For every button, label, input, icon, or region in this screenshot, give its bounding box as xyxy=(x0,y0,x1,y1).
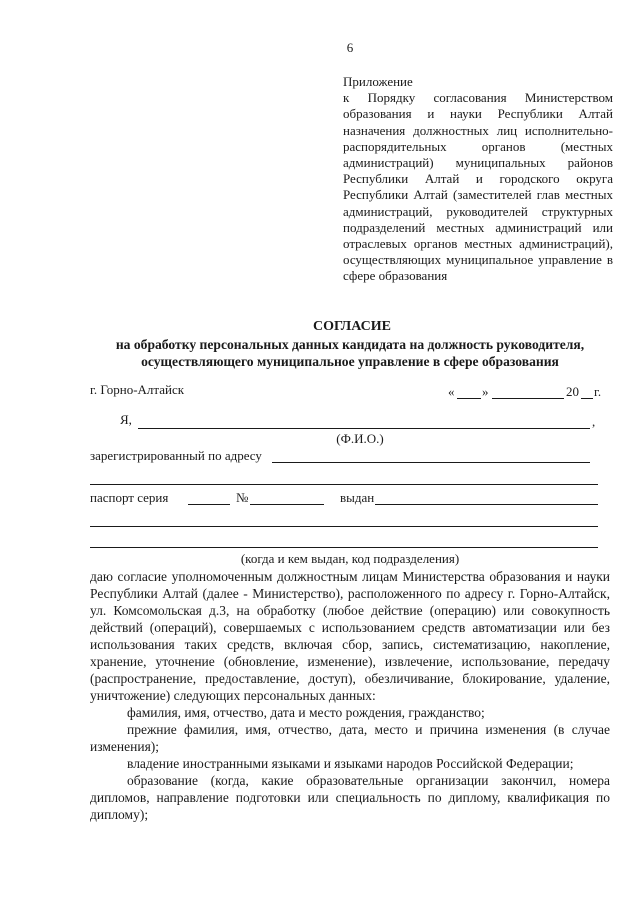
passport-series-field[interactable] xyxy=(188,504,230,505)
issued-by-field[interactable] xyxy=(375,504,598,505)
subtitle-line: на обработку персональных данных кандидата на должность руководителя, xyxy=(115,337,585,352)
fio-caption: (Ф.И.О.) xyxy=(336,431,384,446)
appendix-line: подразделений местных администраций или xyxy=(343,219,613,235)
appendix-line: отраслевых органов местных администраций), xyxy=(343,236,613,252)
full-name-field[interactable] xyxy=(138,428,590,429)
appendix-line: образования и науки Республики Алтай xyxy=(343,106,613,122)
registered-label: зарегистрированный по адресу xyxy=(90,448,262,463)
appendix-line: осуществляющих муниципальное управление в xyxy=(343,252,613,268)
consent-body xyxy=(90,568,610,823)
passport-label: паспорт серия xyxy=(90,490,169,505)
subtitle-line: осуществляющего муниципальное управление в сфере образования xyxy=(141,354,559,369)
appendix-line: сфере образования xyxy=(343,268,448,284)
date-year-prefix: 20 xyxy=(566,384,579,399)
appendix-line: Республики Алтай и городского округа xyxy=(343,171,613,187)
issued-by-field-line3[interactable] xyxy=(90,547,598,548)
data-item: прежние фамилия, имя, отчество, дата, место и причина изменения (в случае изменения); xyxy=(90,722,610,754)
name-end-comma: , xyxy=(592,414,596,429)
date-close-quote: » xyxy=(482,384,489,399)
appendix-line: назначения должностных лиц исполнительно- xyxy=(343,122,613,138)
i-label: Я, xyxy=(120,412,132,427)
date-year-suffix: г. xyxy=(594,384,602,399)
passport-number-label: № xyxy=(236,490,249,505)
appendix-line: распорядительных органов (местных xyxy=(343,138,613,154)
issued-label: выдан xyxy=(340,490,375,505)
page-number: 6 xyxy=(346,40,354,55)
data-item: фамилия, имя, отчество, дата и место рождения, гражданство; xyxy=(127,705,485,720)
date-open-quote: « xyxy=(448,384,455,399)
consent-intro: даю согласие уполномоченным должностным лицам Министерства образования и науки Республики Алтай (далее - Министерство), расположенного по адресу г. Горно-Алтайск, ул. Комсомольская д.3, на обработку (любое действие (операцию) или совокупность действий (операций), совершаемых с использованием средств автоматизации или без использования таких средств, включая сбор, запись, систематизацию, накопление, хранение, уточнение (обновление, изменение), извлечение, использование, передачу (распространение, предоставление, доступ), обезличивание, блокирование, удаление, уничтожение) следующих персональных данных: xyxy=(90,569,610,703)
appendix-line: к Порядку согласования Министерством xyxy=(343,90,613,106)
appendix-line: администраций) муниципальных районов xyxy=(343,155,613,171)
address-field-line2[interactable] xyxy=(90,484,598,485)
appendix-line: Республики Алтай (заместителей глав местных xyxy=(343,187,613,203)
issued-by-field-line2[interactable] xyxy=(90,526,598,527)
data-item: образование (когда, какие образовательные организации закончил, номера дипломов, направление подготовки или специальность по диплому, квалификация по диплому); xyxy=(90,773,610,822)
address-field[interactable] xyxy=(272,462,590,463)
issued-caption: (когда и кем выдан, код подразделения) xyxy=(240,551,460,566)
date-month-field[interactable] xyxy=(492,398,564,399)
appendix-line: администраций, руководителей структурных xyxy=(343,203,613,219)
appendix-block xyxy=(343,74,613,285)
document-subtitle xyxy=(85,336,615,370)
city-label: г. Горно-Алтайск xyxy=(90,382,185,397)
data-item: владение иностранными языками и языками народов Российской Федерации; xyxy=(127,756,574,771)
date-day-field[interactable] xyxy=(457,398,481,399)
date-year-field[interactable] xyxy=(581,398,593,399)
document-title: СОГЛАСИЕ xyxy=(313,319,391,334)
passport-number-field[interactable] xyxy=(250,504,324,505)
appendix-line: Приложение xyxy=(343,74,413,89)
